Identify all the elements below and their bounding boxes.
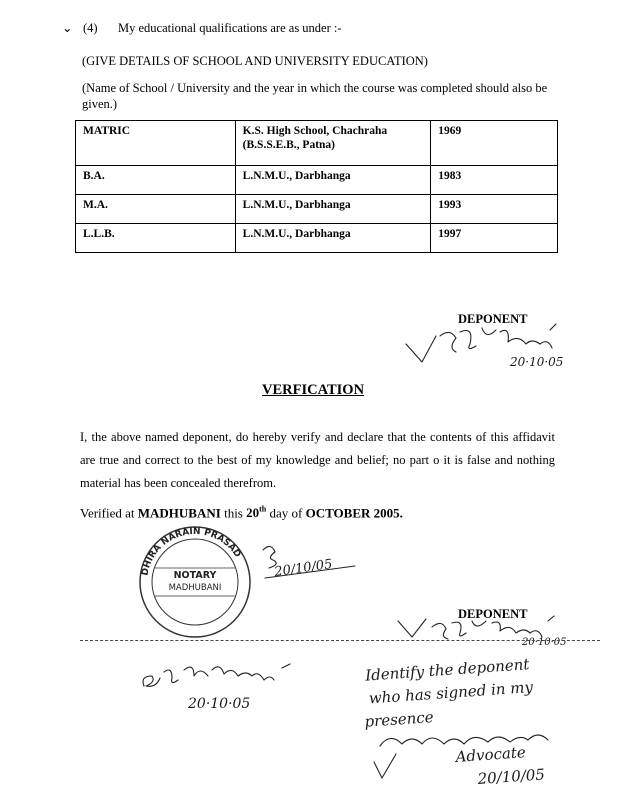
stamp-ring-text: DHIRA NARAIN PRASAD: [140, 526, 243, 577]
year-cell: 1969: [431, 121, 558, 166]
deponent-label: DEPONENT: [458, 312, 528, 326]
institution-cell: L.N.M.U., Darbhanga: [235, 195, 431, 224]
institution-cell: [235, 121, 431, 166]
course-cell: MATRIC: [76, 121, 236, 166]
deponent-signature-2: [392, 615, 602, 655]
institution-line: (B.S.S.E.B., Patna): [242, 139, 336, 151]
stamp-handwritten-date: 20/10/05: [273, 556, 334, 580]
instruction-text: (GIVE DETAILS OF SCHOOL AND UNIVERSITY EDUCATION): [82, 54, 428, 68]
deponent-signature-1: [400, 322, 600, 377]
item-text: My educational qualifications are as under :-: [118, 21, 342, 35]
note-text: (Name of School / University and the year in which the course was completed should also be given.): [82, 81, 548, 111]
signature-date: 20·10·05: [522, 637, 567, 648]
verification-text: I, the above named deponent, do hereby verify and declare that the contents of this affidavit are true and correct to the best of my knowledge and belief; no part o it is false and nothing material has been concealed therefrom.: [80, 430, 555, 490]
verified-day: 20th: [246, 505, 267, 521]
notary-stamp: [125, 522, 375, 647]
advocate-identification-note: [360, 650, 619, 790]
advocate-date: 20/10/05: [477, 765, 546, 788]
table-row: [76, 121, 558, 166]
year-cell: 1983: [431, 166, 558, 195]
stamp-title: NOTARY: [173, 570, 217, 581]
verified-month-year: OCTOBER 2005.: [305, 505, 403, 521]
deponent-label: DEPONENT: [458, 607, 528, 621]
year-cell: 1997: [431, 224, 558, 253]
education-table: [75, 120, 558, 253]
year-cell: 1993: [431, 195, 558, 224]
advocate-title: Advocate: [455, 743, 527, 766]
item-number: (4): [83, 21, 98, 35]
bottom-left-signature: [140, 660, 320, 715]
institution-line: K.S. High School, Chachraha: [242, 125, 388, 137]
institution-cell: L.N.M.U., Darbhanga: [235, 224, 431, 253]
separator-line: [80, 640, 600, 641]
bottom-left-date: 20·10·05: [188, 696, 251, 712]
course-cell: B.A.: [76, 166, 236, 195]
table-row: [76, 195, 558, 224]
identification-line: presence: [363, 707, 435, 731]
institution-cell: L.N.M.U., Darbhanga: [235, 166, 431, 195]
course-cell: M.A.: [76, 195, 236, 224]
signature-date: 20·10·05: [510, 355, 564, 369]
stamp-place: MADHUBANI: [168, 583, 222, 593]
identification-line: who has signed in my: [368, 677, 534, 708]
table-row: [76, 224, 558, 253]
verified-at-line: Verified at MADHUBANI this 20th day of OCTOBER 2005.: [80, 505, 403, 521]
course-cell: L.L.B.: [76, 224, 236, 253]
item-number-mark: ⌄: [62, 21, 73, 35]
verified-place: MADHUBANI: [137, 505, 221, 521]
table-row: [76, 166, 558, 195]
verification-heading: VERFICATION: [262, 382, 365, 398]
identification-line: Identify the deponent: [364, 655, 530, 685]
